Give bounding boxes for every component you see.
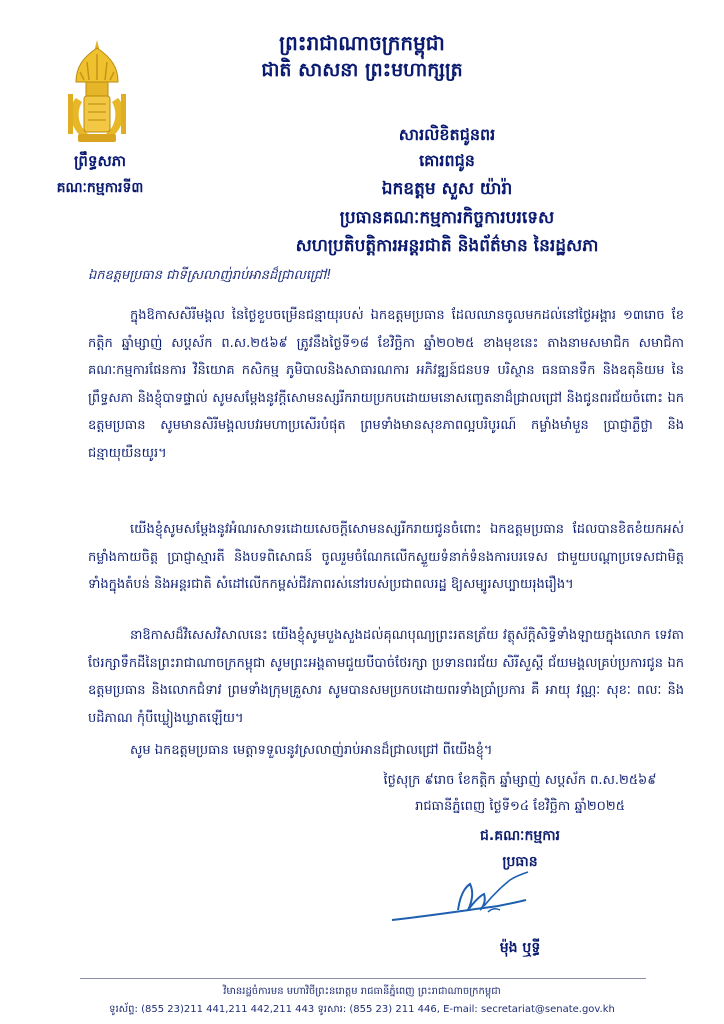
commission-name: គណៈកម្មការទី៣ (56, 180, 144, 196)
addressee-position: ប្រធានគណៈកម្មការកិច្ចការបរទេស (339, 208, 555, 228)
body-paragraph-2: យើងខ្ញុំសូមសម្តែងនូវអំណរសាទរដោយសេចក្តីសោមនស្សរីករាយជូនចំពោះ ឯកឧត្តមប្រធាន ដែលបានខិតខំយកអស់កម្លាំងកាយចិត្ត ប្រាជ្ញាស្មារតី និងបទពិសោធន៍ ចូលរួមចំណែកលើកស្ទួយទំនាក់ទំនងការបរទេស ជាមួយបណ្តាប្រទេសជាមិត្ត ទាំងក្នុងតំបន់ និងអន្តរជាតិ សំដៅលើកកម្ពស់ជីវភាពរស់នៅរបស់ប្រជាពលរដ្ឋ ឱ្យសម្បូរសប្បាយរុងរឿង។ (88, 522, 684, 592)
footer-divider (80, 978, 646, 979)
salutation: ឯកឧត្តមប្រធាន ជាទីស្រលាញ់រាប់អានដ៏ជ្រាលជ្រៅ! (88, 268, 332, 283)
handwritten-signature (388, 866, 538, 930)
national-motto: ជាតិ សាសនា ព្រះមហាក្សត្រ (261, 59, 463, 81)
signer-name: ម៉ុង ឬទ្ធី (499, 940, 541, 956)
solar-date: រាជធានីភ្នំពេញ ថ្ងៃទី១៤ ខែវិច្ឆិកា ឆ្នាំ២០២៥ (415, 799, 625, 814)
footer-address: វិមានរដ្ឋចំការមន មហាវិថីព្រះនរោត្តម រាជធានីភ្នំពេញ ព្រះរាជាណាចក្រកម្ពុជា (223, 986, 501, 997)
addressee-name: ឯកឧត្តម សួស យ៉ារ៉ា (381, 179, 513, 199)
body-paragraph-1: ក្នុងឱកាសសិរីមង្គល នៃថ្ងៃខួបចម្រើនជន្មាយុរបស់ ឯកឧត្តមប្រធាន ដែលឈានចូលមកដល់នៅថ្ងៃអង្គារ ១៣រោច ខែកត្តិក ឆ្នាំម្សាញ់ សប្តស័ក ព.ស.២៥៦៩ ត្រូវនឹងថ្ងៃទី១៨ ខែវិច្ឆិកា ឆ្នាំ២០២៥ ខាងមុខនេះ តាងនាមសមាជិក សមាជិកាគណៈកម្មការផែនការ វិនិយោគ កសិកម្ម ភូមិបាលនិងសាធារណការ អភិវឌ្ឍន៍ជនបទ បរិស្ថាន ធនធានទឹក និងឧតុនិយម នៃព្រឹទ្ធសភា និងខ្ញុំបាទផ្ទាល់ សូមសម្តែងនូវក្តីសោមនស្សរីករាយប្រកបដោយមនោសញ្ចេតនាដ៏ជ្រាលជ្រៅ និងជូនពរជ័យចំពោះ ឯកឧត្តមប្រធាន សូមមានសិរីមង្គលបវរមហាប្រសើរបំផុត ព្រមទាំងមានសុខភាពល្អបរិបូរណ៍ កម្លាំងមាំមួន ប្រាជ្ញាភ្លឺថ្លា និងជន្មាយុយឺនយូរ។ (88, 308, 684, 461)
lunar-date: ថ្ងៃសុក្រ ៩រោច ខែកត្តិក ឆ្នាំម្សាញ់ សប្តស័ក ព.ស.២៥៦៩ (383, 773, 657, 788)
signer-position: ប្រធាន (502, 854, 538, 870)
kingdom-name: ព្រះរាជាណាចក្រកម្ពុជា (279, 31, 445, 55)
on-behalf-of: ជ.គណៈកម្មការ (479, 828, 560, 844)
addressee-position-2: សហប្រតិបត្តិការអន្តរជាតិ និងព័ត៌មាន នៃរដ្ឋសភា (295, 236, 599, 256)
body-paragraph-3: នាឱកាសដ៏វិសេសវិសាលនេះ យើងខ្ញុំសូមបួងសួងដល់គុណបុណ្យព្រះរតនត្រ័យ វត្ថុស័ក្តិសិទ្ធិទាំងឡាយក្នុងលោក ទេវតាថែរក្សាទឹកដីនៃព្រះរាជាណាចក្រកម្ពុជា សូមព្រះអង្គតាមជួយបីបាច់ថែរក្សា ប្រទានពរជ័យ សិរីសួស្តី ជ័យមង្គលគ្រប់ប្រការជូន ឯកឧត្តមប្រធាន និងលោកជំទាវ ព្រមទាំងក្រុមគ្រួសារ សូមបានសមប្រកបដោយពរទាំងប្រាំប្រការ គឺ អាយុ វណ្ណៈ សុខៈ ពលៈ និងបដិភាណ កុំបីឃ្លៀងឃ្លាតឡើយ។ (88, 628, 684, 726)
footer-contact: ទូរស័ព្ទ: (855 23)211 441,211 442,211 443 ទូរសារ: (855 23) 211 446, E-mail: secretariat@senate.gov.kh (109, 1004, 615, 1015)
body-paragraph-4: សូម ឯកឧត្តមប្រធាន មេត្តាទទួលនូវស្រលាញ់រាប់អានដ៏ជ្រាលជ្រៅ ពីយើងខ្ញុំ។ (130, 743, 493, 758)
institution-name: ព្រឹទ្ធសភា (73, 152, 127, 170)
letter-title: សារលិខិតជូនពរ (398, 125, 496, 144)
addressee-prefix: គោរពជូន (419, 151, 475, 170)
